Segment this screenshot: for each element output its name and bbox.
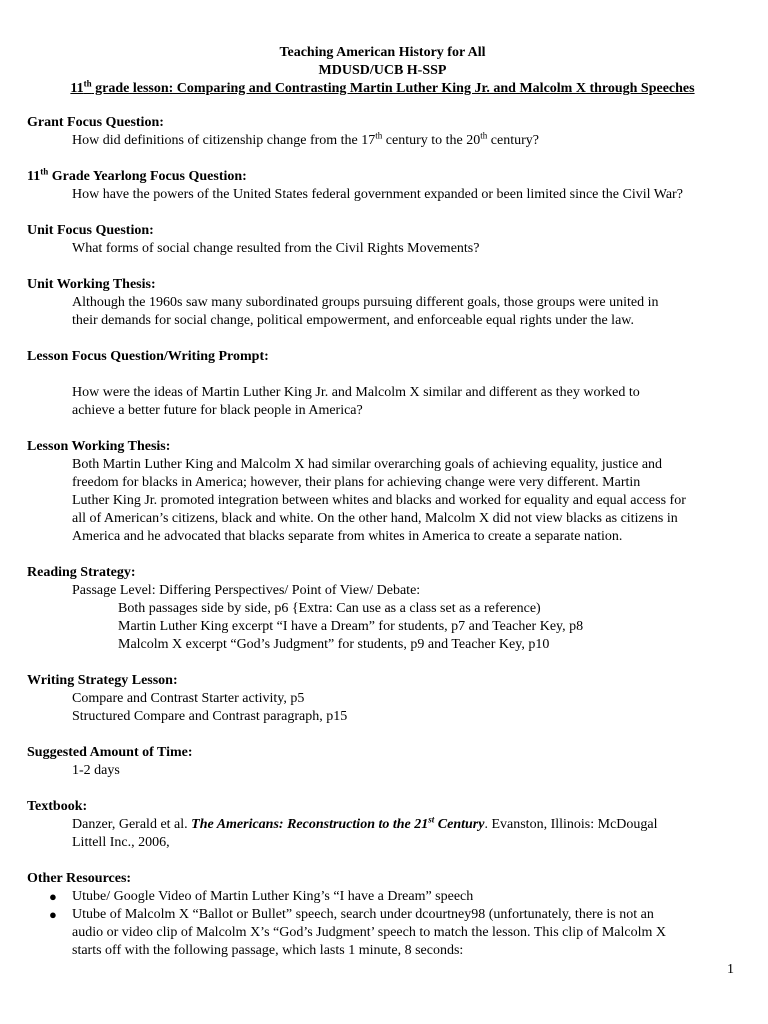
list-item: ● Utube of Malcolm X “Ballot or Bullet” speech, search under dcourtney98 (unfortunately, there is not an audio or video clip of Malcolm X’s “God’s Judgment’ speech to match the lesson. This clip of Malcolm X starts off with the following passage, which lasts 1 minute, 8 seconds: bbox=[49, 907, 666, 958]
list-item: ● Utube/ Google Video of Martin Luther King’s “I have a Dream” speech bbox=[49, 889, 474, 904]
lesson-thesis-line: Luther King Jr. promoted integration between whites and blacks and worked for equality and equal access for bbox=[72, 493, 686, 508]
bullet-icon: ● bbox=[49, 889, 57, 904]
unit-question-section bbox=[27, 222, 738, 258]
reading-item: Malcolm X excerpt “God’s Judgment” for students, p9 and Teacher Key, p10 bbox=[118, 637, 550, 652]
time-value: 1-2 days bbox=[72, 763, 120, 778]
header-program: MDUSD/UCB H-SSP bbox=[318, 63, 447, 78]
writing-strategy-section bbox=[27, 672, 738, 726]
unit-thesis-heading: Unit Working Thesis: bbox=[27, 277, 156, 292]
textbook-section bbox=[27, 798, 738, 852]
resources-section bbox=[27, 870, 738, 960]
writing-item: Compare and Contrast Starter activity, p5 bbox=[72, 691, 305, 706]
time-heading: Suggested Amount of Time: bbox=[27, 745, 193, 760]
lesson-thesis-line: freedom for blacks in America; however, their plans for achieving change were very different. Martin bbox=[72, 475, 641, 490]
reading-item: Martin Luther King excerpt “I have a Dream” for students, p7 and Teacher Key, p8 bbox=[118, 619, 584, 634]
header-title: Teaching American History for All bbox=[279, 45, 486, 60]
unit-thesis-line: Although the 1960s saw many subordinated groups pursuing different goals, those groups were united in bbox=[72, 295, 659, 310]
bullet-icon: ● bbox=[49, 907, 57, 922]
writing-strategy-heading: Writing Strategy Lesson: bbox=[27, 673, 178, 688]
lesson-thesis-section bbox=[27, 438, 738, 546]
lesson-question-heading: Lesson Focus Question/Writing Prompt: bbox=[27, 349, 269, 364]
reading-strategy-heading: Reading Strategy: bbox=[27, 565, 136, 580]
reading-strategy-section bbox=[27, 564, 738, 654]
yearlong-question: How have the powers of the United States federal government expanded or been limited since the Civil War? bbox=[72, 187, 683, 202]
lesson-question-line: How were the ideas of Martin Luther King Jr. and Malcolm X similar and different as they worked to bbox=[72, 385, 640, 400]
lesson-question-line: achieve a better future for black people in America? bbox=[72, 403, 363, 418]
lesson-thesis-line: Both Martin Luther King and Malcolm X had similar overarching goals of achieving equality, justice and bbox=[72, 457, 663, 472]
textbook-citation-cont: Littell Inc., 2006, bbox=[72, 835, 170, 850]
unit-question: What forms of social change resulted from the Civil Rights Movements? bbox=[72, 241, 480, 256]
grant-heading: Grant Focus Question: bbox=[27, 115, 164, 130]
unit-thesis-section bbox=[27, 276, 738, 330]
document-header bbox=[27, 44, 738, 98]
time-section bbox=[27, 744, 738, 780]
resources-heading: Other Resources: bbox=[27, 871, 132, 886]
passage-level: Passage Level: Differing Perspectives/ Point of View/ Debate: bbox=[72, 583, 421, 598]
textbook-title: The Americans: Reconstruction to the 21st Century bbox=[191, 814, 485, 832]
textbook-heading: Textbook: bbox=[27, 799, 88, 814]
lesson-thesis-heading: Lesson Working Thesis: bbox=[27, 439, 171, 454]
lesson-thesis-line: all of American’s citizens, black and white. On the other hand, Malcolm X did not view blacks as citizens in bbox=[72, 511, 678, 526]
lesson-thesis-line: America and he advocated that blacks separate from whites in America to create a separate nation. bbox=[72, 529, 623, 544]
lesson-question-section bbox=[27, 348, 738, 420]
lesson-title: 11th grade lesson: Comparing and Contrasting Martin Luther King Jr. and Malcolm X through Speeches bbox=[70, 78, 695, 96]
grant-question: How did definitions of citizenship change from the 17th century to the 20th century? bbox=[72, 130, 539, 148]
yearlong-section bbox=[27, 168, 738, 204]
unit-thesis-line: their demands for social change, political empowerment, and enforceable equal rights under the law. bbox=[72, 313, 634, 328]
page-number: 1 bbox=[727, 962, 734, 977]
resources-list bbox=[27, 888, 738, 960]
reading-item: Both passages side by side, p6 {Extra: Can use as a class set as a reference) bbox=[118, 601, 541, 616]
yearlong-heading: 11th Grade Yearlong Focus Question: bbox=[27, 166, 247, 184]
writing-item: Structured Compare and Contrast paragraph, p15 bbox=[72, 709, 348, 724]
unit-question-heading: Unit Focus Question: bbox=[27, 223, 154, 238]
grant-section bbox=[27, 114, 738, 150]
textbook-citation: Danzer, Gerald et al. The Americans: Reconstruction to the 21st Century. Evanston, Illinois: McDougal bbox=[72, 814, 658, 832]
